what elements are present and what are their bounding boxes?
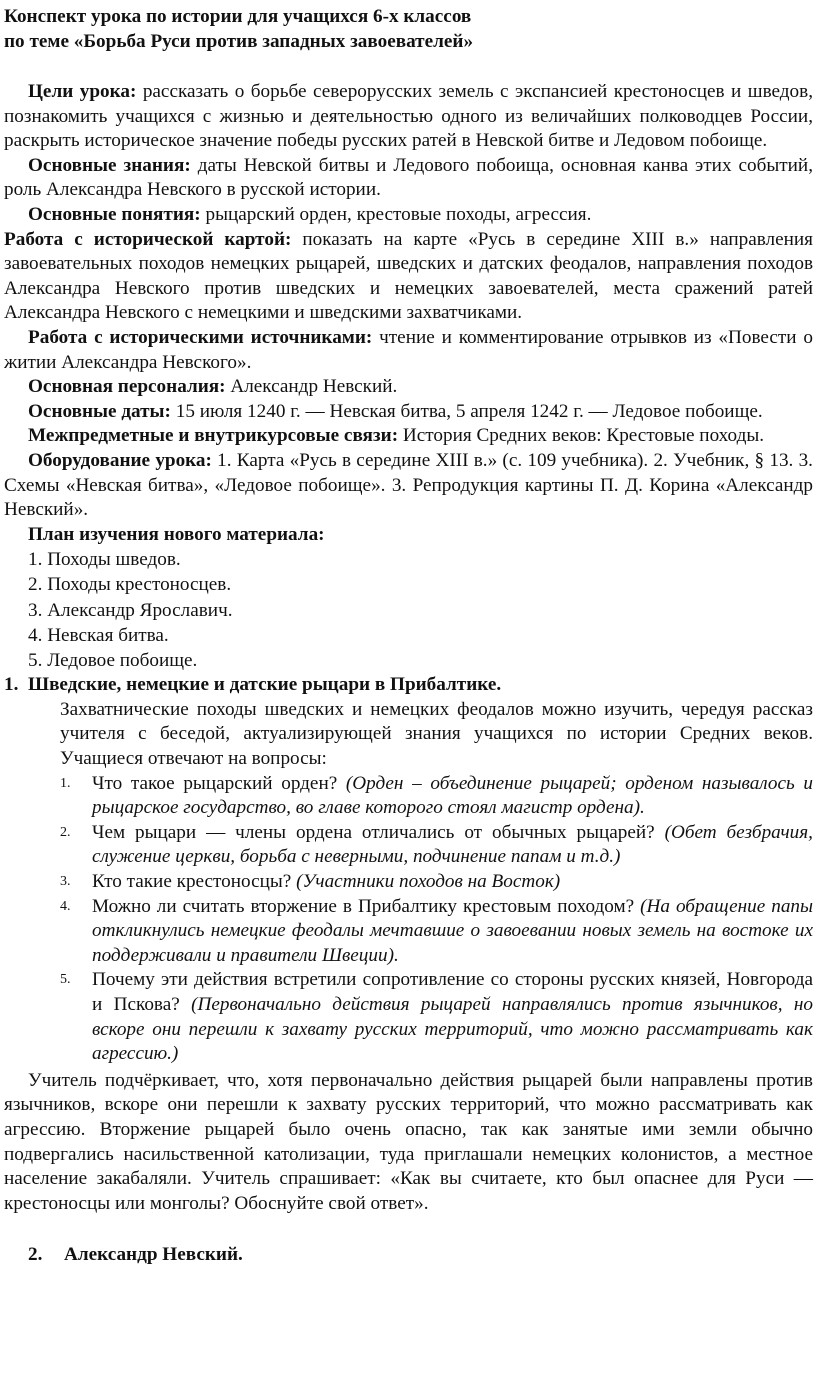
plan-item: 2. Походы крестоносцев. (28, 574, 232, 596)
question: Кто такие крестоносцы? (92, 871, 297, 893)
concepts-paragraph (4, 203, 813, 228)
section-2-number: 2. (28, 1244, 43, 1266)
teacher-paragraph: Учитель подчёркивает, что, хотя первоначально действия рыцарей были направлены против язычников, вскоре они перешли к захвату русских территорий, что можно рассматривать как агрессию. Вторжение рыцарей было очень опасно, так как занятые ими земли обычно подвергались насильственной католизации, туда приглашали немецких колонистов, а местное население закабаляли. Учитель спрашивает: «Как вы считаете, кто был опаснее для Руси — крестоносцы или монголы? Обоснуйте свой ответ». (4, 1069, 813, 1214)
plan-heading (4, 523, 813, 548)
knowledge-label: Основные знания: (28, 154, 191, 176)
question-text (92, 895, 813, 969)
question-item (4, 772, 813, 821)
question-item (4, 821, 813, 870)
concepts-text: рыцарский орден, крестовые походы, агрессия. (200, 203, 592, 225)
answer: (Обет безбрачия, служение церкви, борьба с неверными, подчинение папам и т.д.) (92, 821, 813, 868)
knowledge-text: даты Невской битвы и Ледового побоища, основная канва этих событий, роль Александра Невского в русской истории. (4, 154, 813, 201)
map-work-paragraph (4, 228, 813, 326)
question-item (4, 968, 813, 1066)
question: Что такое рыцарский орден? (92, 772, 346, 794)
plan-item: 1. Походы шведов. (28, 549, 181, 571)
title-line-2: по теме «Борьба Руси против западных завоевателей» (4, 31, 474, 52)
question-item (4, 870, 813, 895)
answer: (Орден – объединение рыцарей; орденом называлось и рыцарское государство, во главе которого стоял магистр ордена). (92, 772, 813, 819)
answer: (На обращение папы откликнулись немецкие феодалы мечтавшие о завоевании новых земель на востоке их поддерживали и правители Швеции). (92, 895, 813, 966)
question-item (4, 895, 813, 969)
section-1-intro: Захватнические походы шведских и немецких феодалов можно изучить, чередуя рассказ учителя с беседой, актуализирующей знания учащихся по истории Средних веков. Учащиеся отвечают на вопросы: (60, 698, 813, 770)
answer: (Первоначально действия рыцарей направлялись против язычников, но вскоре они перешли к захвату русских территорий, что можно рассматривать как агрессию.) (92, 994, 814, 1065)
question-text (92, 968, 813, 1066)
question: Можно ли считать вторжение в Прибалтику крестовым походом? (92, 895, 641, 917)
links-paragraph (4, 424, 813, 449)
dates-label: Основные даты: (28, 400, 171, 422)
equipment-label: Оборудование урока: (28, 449, 212, 471)
plan-list (4, 547, 813, 673)
answer: (Участники походов на Восток) (296, 871, 561, 893)
map-work-text: показать на карте «Русь в середине XIII в.» направления завоевательных походов немецких рыцарей, шведских и датских феодалов, направления походов Александра Невского против шведских и немецких завоевателей, места сражений ратей Александра Невского с немецкими и шведскими захватчиками. (4, 228, 813, 324)
plan-item: 4. Невская битва. (28, 624, 169, 646)
map-work-label: Работа с исторической картой: (4, 228, 292, 250)
question-number: 2. (60, 824, 71, 840)
question-number: 4. (60, 898, 71, 914)
question-text (92, 772, 813, 821)
title-line-1: Конспект урока по истории для учащихся 6-х классов (4, 6, 472, 27)
plan-item: 3. Александр Ярославич. (28, 599, 233, 621)
question: Чем рыцари — члены ордена отличались от обычных рыцарей? (92, 821, 665, 843)
goals-text: рассказать о борьбе северорусских земель с экспансией крестоносцев и шведов, познакомить учащихся с жизнью и деятельностью одного из величайших полководцев России, раскрыть историческое значение победы русских ратей в Невской битве и Ледовом побоище. (4, 81, 813, 152)
sources-paragraph (4, 326, 813, 375)
question: Почему эти действия встретили сопротивление со стороны русских князей, Новгорода и Пскова? (92, 969, 813, 1016)
plan-item: 5. Ледовое побоище. (28, 650, 198, 672)
links-text: История Средних веков: Крестовые походы. (398, 425, 765, 447)
persons-label: Основная персоналия: (28, 376, 226, 398)
equipment-text: 1. Карта «Русь в середине XIII в.» (с. 109 учебника). 2. Учебник, § 13. 3. Схемы «Невская битва», «Ледовое побоище». 3. Репродукция картины П. Д. Корина «Александр Невский». (4, 449, 813, 521)
question-text (92, 870, 813, 895)
dates-paragraph (4, 400, 813, 425)
dates-text: 15 июля 1240 г. — Невская битва, 5 апреля 1242 г. — Ледовое побоище. (170, 400, 763, 422)
section-1-title: Шведские, немецкие и датские рыцари в Прибалтике. (28, 674, 502, 696)
question-number: 3. (60, 874, 71, 890)
spacer (4, 54, 813, 80)
question-number: 5. (60, 972, 71, 988)
question-text (92, 821, 813, 870)
knowledge-paragraph (4, 154, 813, 203)
goals-label: Цели урока: (28, 81, 137, 102)
links-label: Межпредметные и внутрикурсовые связи: (28, 425, 399, 447)
persons-paragraph (4, 375, 813, 400)
concepts-label: Основные понятия: (28, 203, 201, 225)
sources-text: чтение и комментирование отрывков из «Повести о житии Александра Невского». (4, 326, 813, 373)
goals-paragraph (4, 80, 813, 154)
section-1-number: 1. (4, 674, 19, 696)
sources-label: Работа с историческими источниками: (28, 326, 373, 348)
section-1-heading (4, 673, 813, 698)
question-number: 1. (60, 775, 71, 791)
persons-text: Александр Невский. (225, 376, 398, 398)
equipment-paragraph (4, 449, 813, 523)
plan-label: План изучения нового материала: (28, 523, 325, 545)
section-2-heading (4, 1243, 813, 1268)
section-2-title: Александр Невский. (64, 1244, 243, 1266)
